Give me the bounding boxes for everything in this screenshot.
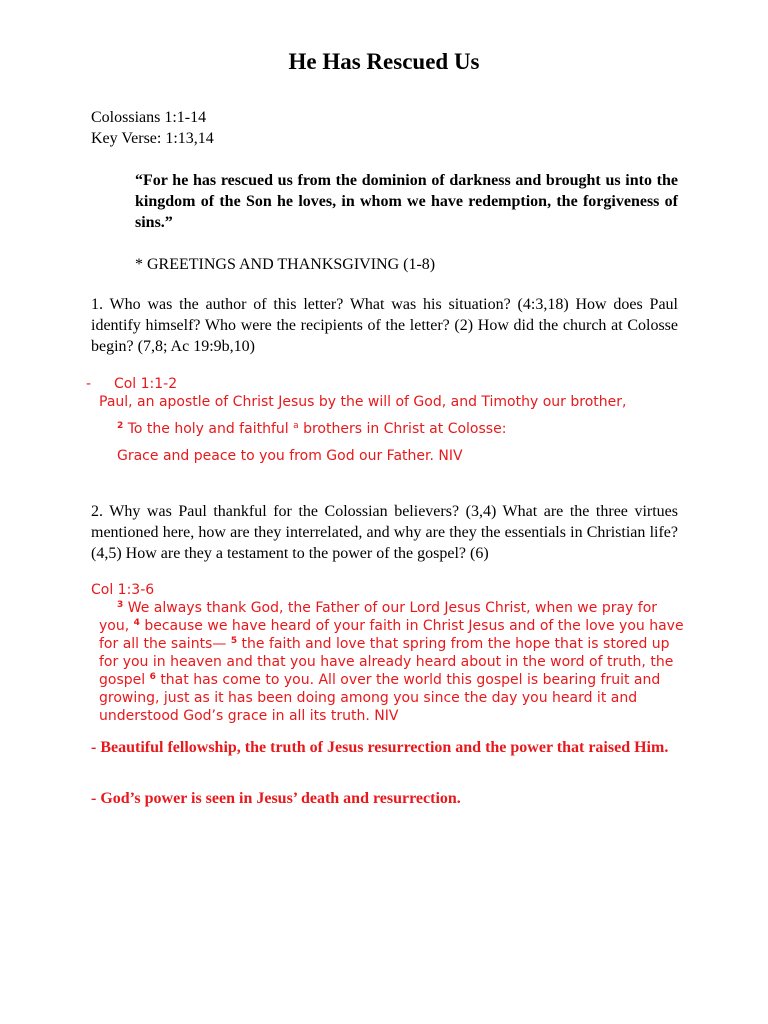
question-1: 1. Who was the author of this letter? What was his situation? (4:3,18) How does Paul identify himself? Who were the recipients of the letter? (2) How did the church at Colosse begin? (7,8; Ac 19:9b,10) (91, 296, 678, 355)
section-heading: * GREETINGS AND THANKSGIVING (1-8) (135, 256, 436, 273)
footnote-marker: a (293, 421, 299, 431)
question-2: 2. Why was Paul thankful for the Colossian believers? (3,4) What are the three virtues mentioned here, how are they interrelated, and why are they the essentials in Christian life? (4,5) How are they a testament to the power of the gospel? (6) (91, 503, 678, 562)
verse-number: 3 (117, 600, 124, 610)
passage-reference: Colossians 1:1-14 (91, 109, 207, 126)
verse-number: 2 (117, 421, 124, 431)
answer-2-reference: Col 1:3-6 (91, 582, 155, 598)
note-gods-power: - God’s power is seen in Jesus’ death and resurrection. (91, 790, 461, 807)
passage-line: for you in heaven and that you have already heard about in the word of truth, the (99, 654, 674, 670)
passage-line: gospel $^6$ that has come to you. All over the world this gospel is bearing fruit and (99, 672, 661, 688)
note-fellowship: - Beautiful fellowship, the truth of Jesus resurrection and the power that raised Him. (91, 739, 669, 756)
scripture-ref: Col 1:1-2 (113, 376, 178, 392)
verse-number: 6 (149, 672, 156, 682)
key-verse-quote: “For he has rescued us from the dominion of darkness and brought us into the kingdom of the Son he loves, in whom we have redemption, the forgiveness of sins.” (135, 172, 678, 231)
answer-1-line-1: Paul, an apostle of Christ Jesus by the will of God, and Timothy our brother, (99, 394, 627, 410)
page-title: He Has Rescued Us (288, 49, 480, 74)
verse-number: 4 (133, 618, 140, 628)
bullet: - (86, 376, 92, 392)
passage-line: for all the saints— $^5$ the faith and love that spring from the hope that is stored up (99, 636, 670, 652)
verse-number: 5 (230, 636, 238, 646)
passage-line: understood God’s grace in all its truth. NIV (99, 708, 399, 724)
key-verse: Key Verse: 1:13,14 (91, 130, 214, 147)
passage-line: you, $^4$ because we have heard of your faith in Christ Jesus and of the love you have (99, 618, 684, 634)
answer-1-verse-2: $^2$ To the holy and faithful $^a$ brothers in Christ at Colosse: (117, 421, 507, 437)
passage-line: $^3$ We always thank God, the Father of our Lord Jesus Christ, when we pray for (117, 600, 658, 616)
passage-line: growing, just as it has been doing among you since the day you heard it and (99, 690, 638, 706)
answer-2-passage (99, 599, 684, 725)
answer-1-line-3: Grace and peace to you from God our Father. NIV (117, 448, 463, 464)
answer-1-reference (86, 375, 177, 393)
